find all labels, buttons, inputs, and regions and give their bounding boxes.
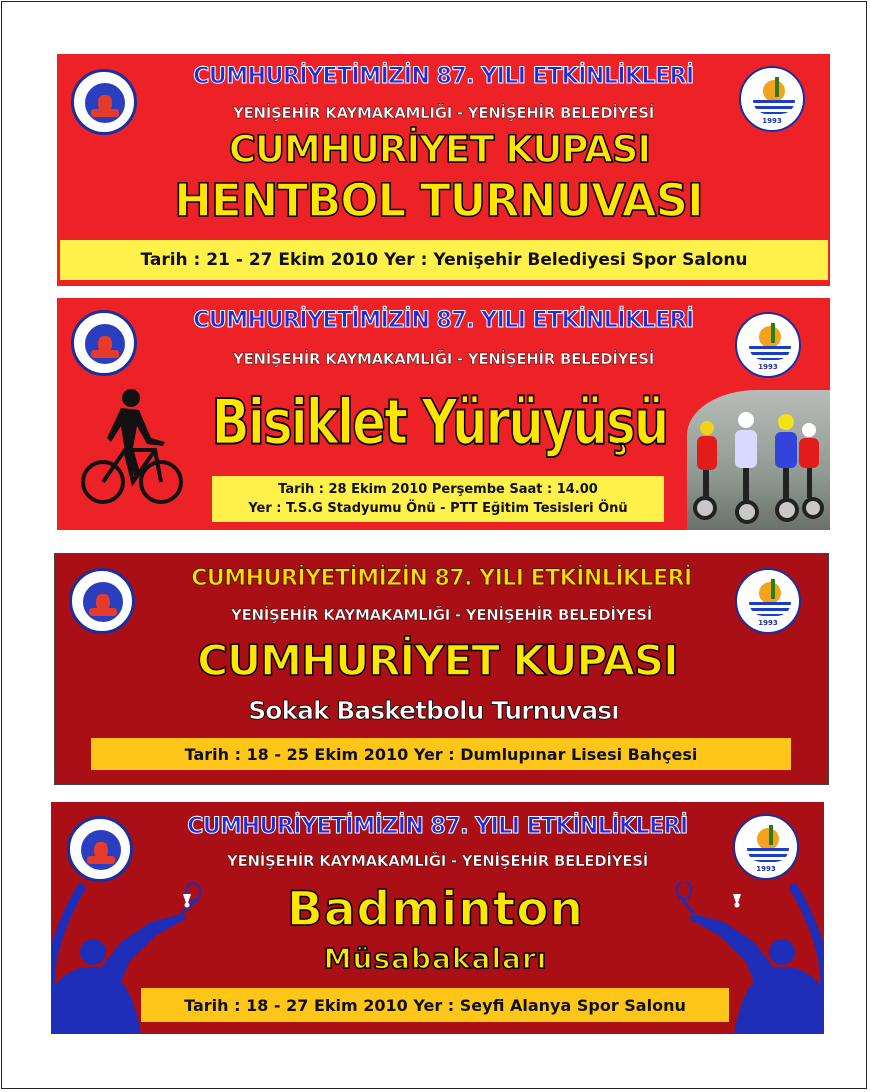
banner-title-line2: Sokak Basketbolu Turnuvası [248,696,619,725]
banner-street-basketball [54,553,829,785]
event-info-strip: Tarih : 18 - 25 Ekim 2010 Yer : Dumlupınar Lisesi Bahçesi [91,738,791,770]
event-location: Yer : T.S.G Stadyumu Önü - PTT Eğitim Tesisleri Önü [248,501,628,516]
event-headline: CUMHURİYETİMİZİN 87. YILI ETKİNLİKLERİ [187,814,688,839]
banner-handball [57,54,830,286]
banner-title-line1: CUMHURİYET KUPASI [228,128,651,171]
banner-bicycle [57,298,830,530]
cyclist-silhouette-icon [81,386,185,508]
banner-title-line1: CUMHURİYET KUPASI [197,636,678,685]
belediye-seal-icon: 1993 [735,568,801,634]
event-headline: CUMHURİYETİMİZİN 87. YILI ETKİNLİKLERİ [193,64,694,89]
banner-title-line2: HENTBOL TURNUVASI [174,174,703,227]
event-headline: CUMHURİYETİMİZİN 87. YILI ETKİNLİKLERİ [193,308,694,333]
event-info-strip: Tarih : 18 - 27 Ekim 2010 Yer : Seyfi Alanya Spor Salonu [141,988,729,1022]
belediye-seal-icon: 1993 [735,312,801,378]
banner-badminton [51,802,824,1034]
event-info-strip: Tarih : 21 - 27 Ekim 2010 Yer : Yenişehir Belediyesi Spor Salonu [60,240,828,280]
organizer-subheadline: YENİŞEHİR KAYMAKAMLIĞI - YENİŞEHİR BELEDİYESİ [233,350,654,368]
belediye-seal-icon: 1993 [733,814,799,880]
belediye-seal-icon: 1993 [739,66,805,132]
banner-title-line1: Bisiklet Yürüyüşü [211,386,668,459]
banner-title-line1: Badminton [287,882,584,937]
event-headline: CUMHURİYETİMİZİN 87. YILI ETKİNLİKLERİ [191,566,692,591]
event-date-time: Tarih : 28 Ekim 2010 Perşembe Saat : 14.00 [278,482,598,497]
banner-title-line2: Müsabakaları [323,942,548,975]
cyclists-photo [687,390,830,530]
organizer-subheadline: YENİŞEHİR KAYMAKAMLIĞI - YENİŞEHİR BELEDİYESİ [231,606,652,624]
organizer-subheadline: YENİŞEHİR KAYMAKAMLIĞI - YENİŞEHİR BELEDİYESİ [227,852,648,870]
organizer-subheadline: YENİŞEHİR KAYMAKAMLIĞI - YENİŞEHİR BELEDİYESİ [233,104,654,122]
event-info-strip [212,476,664,522]
